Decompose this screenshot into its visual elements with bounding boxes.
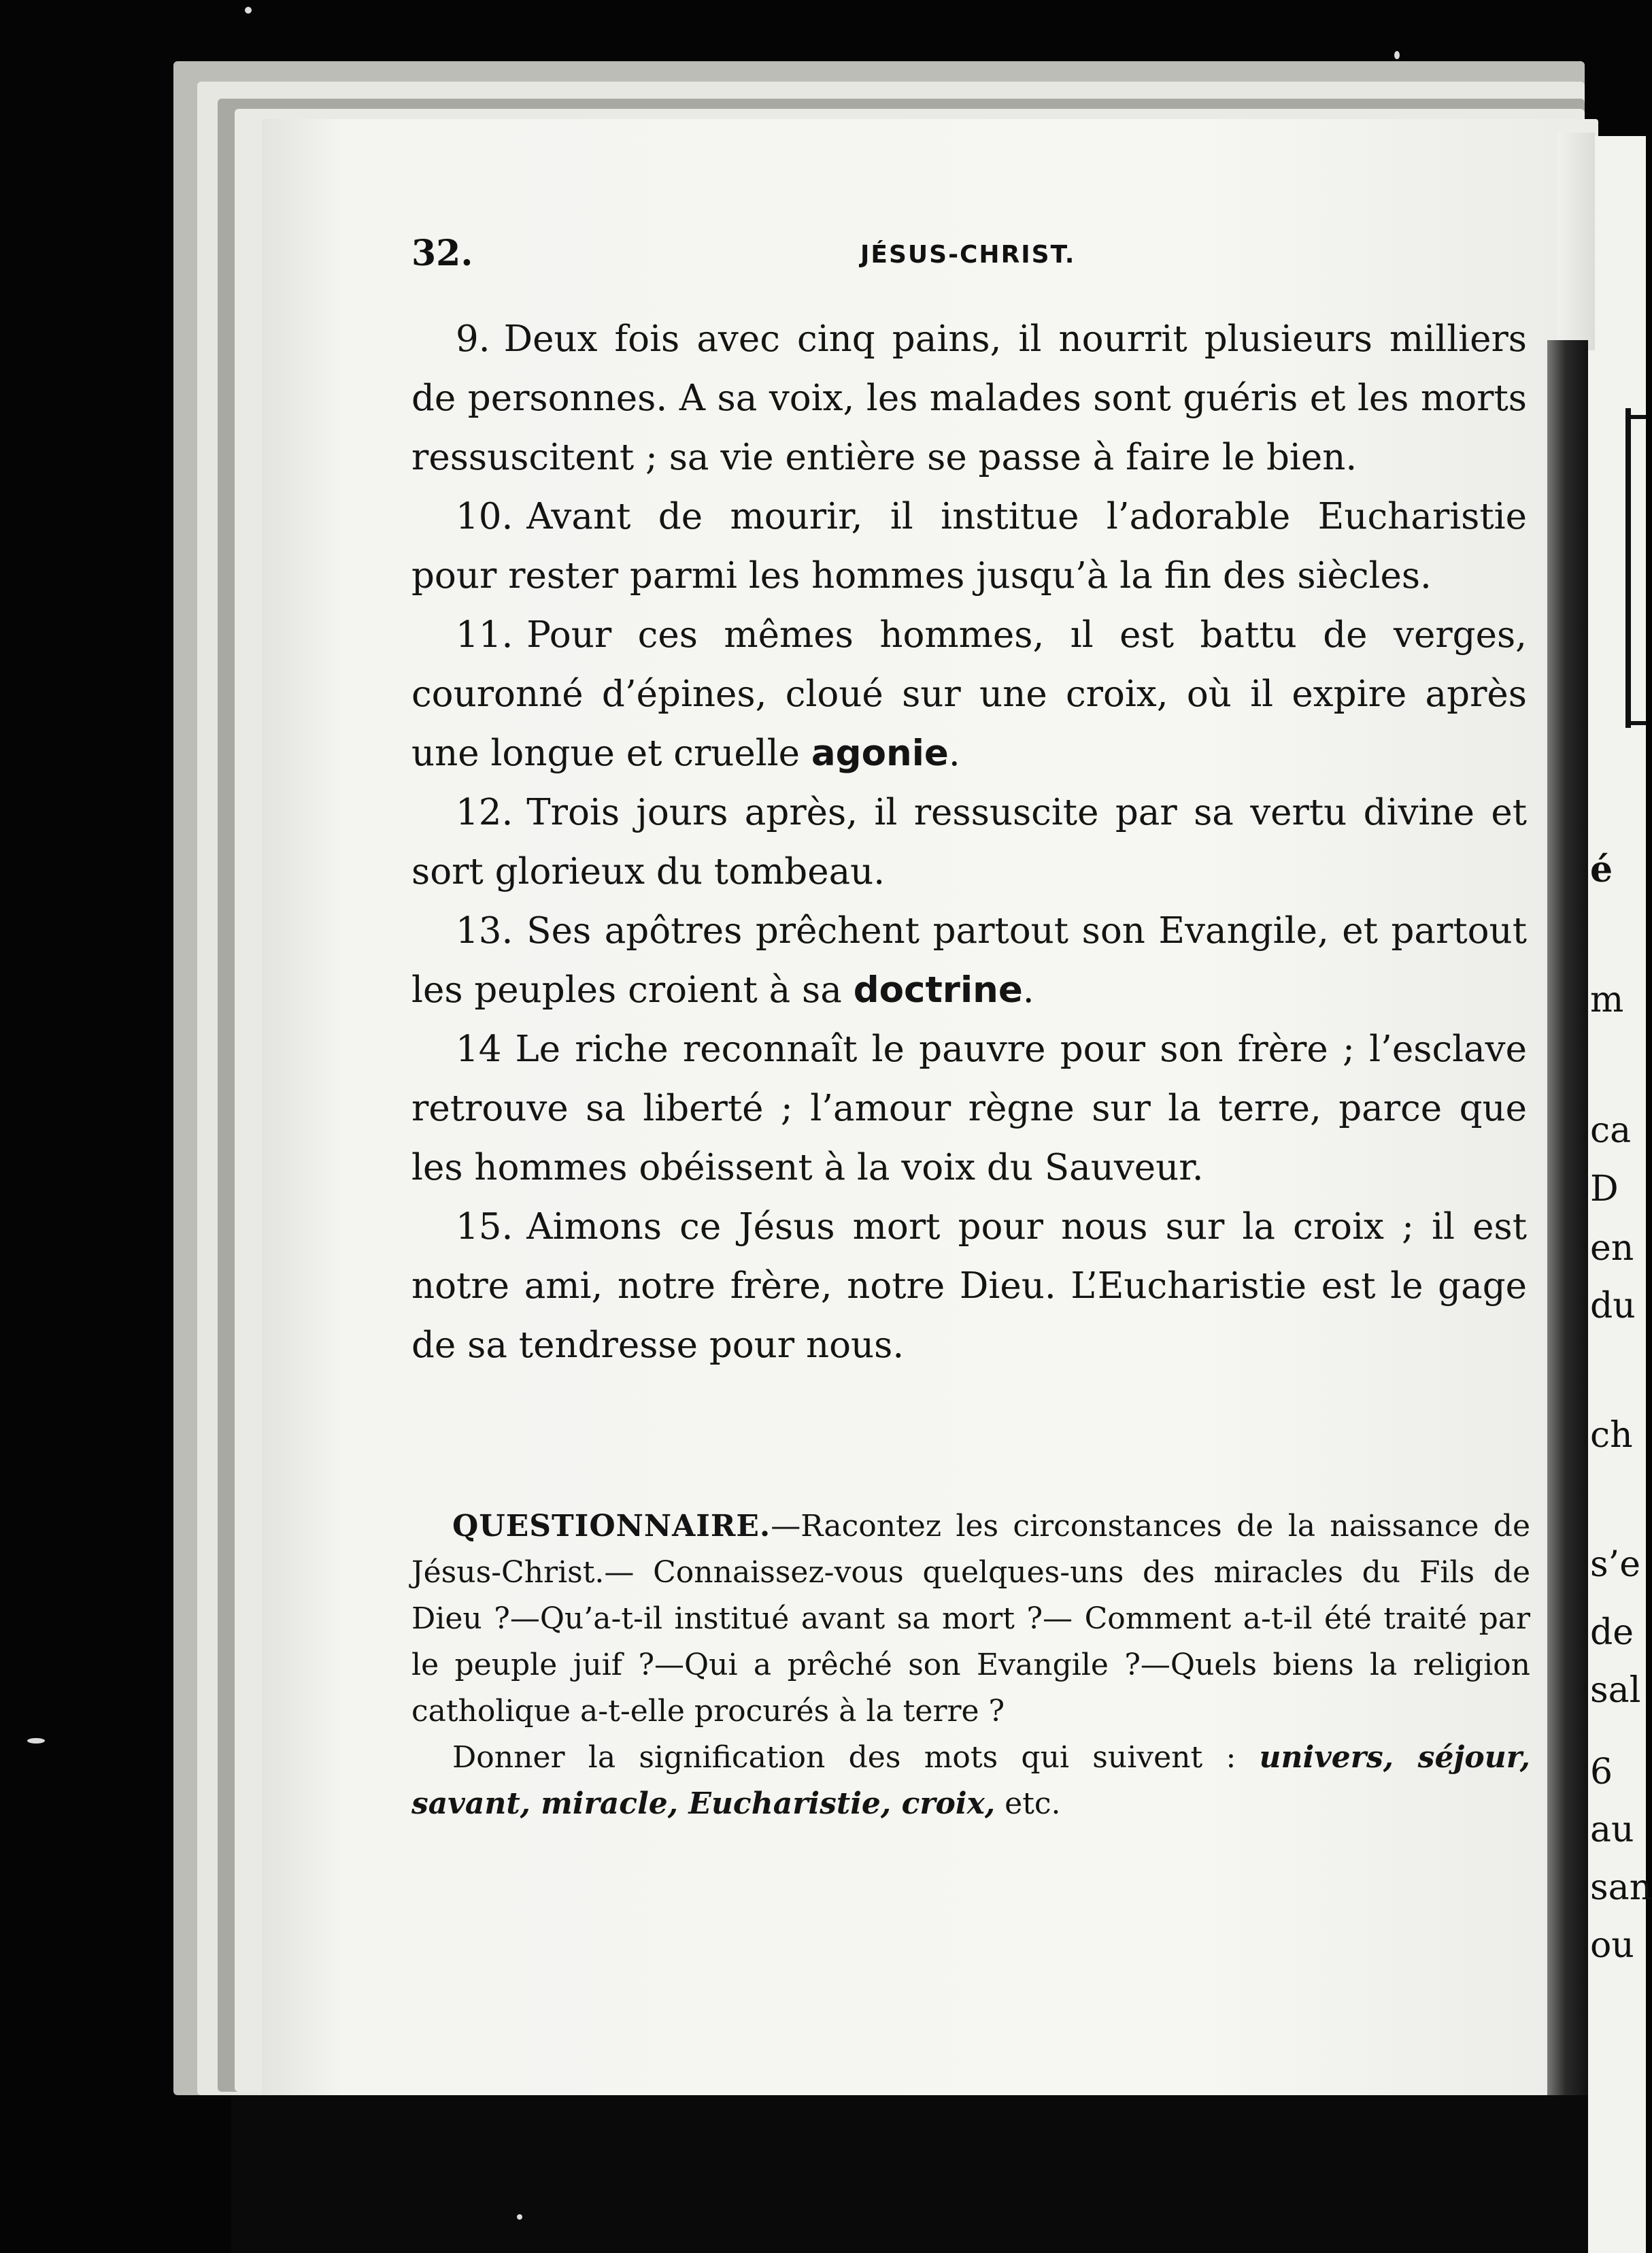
paragraph-number: 11. (456, 614, 513, 656)
paragraph-end: . (1022, 969, 1034, 1011)
paragraph-number: 9. (456, 318, 490, 360)
page-number: 32. (411, 233, 473, 274)
facing-page-fragment: san (1590, 1867, 1652, 1908)
facing-page-rule (1625, 408, 1631, 728)
facing-page-fragment: D (1590, 1169, 1619, 1209)
paragraph-12 (411, 783, 1527, 901)
gutter-highlight (1557, 133, 1595, 350)
facing-page-fragment: du (1590, 1286, 1636, 1326)
paragraph-number: 14 (456, 1029, 502, 1070)
facing-page-fragment: 6 (1590, 1752, 1613, 1792)
vocabulary-end: etc. (1005, 1786, 1061, 1821)
emphasized-word: doctrine (853, 969, 1023, 1011)
vocabulary-exercise (411, 1735, 1530, 1827)
questionnaire (411, 1503, 1530, 1827)
paragraph-10 (411, 487, 1527, 605)
paragraph-14 (411, 1020, 1527, 1197)
paragraph-text: Le riche reconnaît le pauvre pour son frère ; l’esclave retrouve sa liberté ; l’amour règne sur la terre, parce que les hommes obéissent à la voix du Sauveur. (411, 1029, 1527, 1188)
questionnaire-label: QUESTIONNAIRE. (452, 1509, 771, 1543)
scan-speck (1394, 51, 1400, 59)
facing-page-fragment: de (1590, 1612, 1634, 1653)
facing-page-fragment: s’e (1590, 1544, 1640, 1585)
paragraph-number: 12. (456, 792, 513, 833)
scan-speck (27, 1738, 45, 1743)
facing-page-rule (1625, 415, 1646, 419)
facing-page-rule (1625, 721, 1646, 725)
facing-page-fragment: sal (1590, 1670, 1641, 1711)
facing-page-fragment: é (1590, 849, 1613, 890)
body-text (411, 310, 1527, 1375)
paragraph-15 (411, 1197, 1527, 1375)
paragraph-number: 13. (456, 910, 513, 952)
page-header (411, 233, 1527, 280)
scan-speck (517, 2214, 522, 2220)
paragraph-11 (411, 605, 1527, 783)
paragraph-number: 15. (456, 1206, 513, 1248)
paragraph-text: Deux fois avec cinq pains, il nourrit plusieurs milliers de personnes. A sa voix, les malades sont guéris et les morts ressuscitent ; sa vie entière se passe à faire le bien. (411, 318, 1527, 478)
facing-page-fragment: ca (1590, 1110, 1632, 1151)
facing-page-fragment: m (1590, 980, 1624, 1020)
paragraph-text: Ses apôtres prêchent partout son Evangile, et partout les peuples croient à sa (411, 910, 1527, 1011)
paragraph-end: . (948, 733, 960, 774)
facing-page-fragment: au (1590, 1809, 1634, 1850)
book-gutter-shadow (1547, 340, 1588, 2177)
paragraph-text: Avant de mourir, il institue l’adorable Eucharistie pour rester parmi les hommes jusqu’à la fin des siècles. (411, 496, 1527, 597)
running-title: JÉSUS-CHRIST. (860, 241, 1076, 269)
facing-page-fragment: en (1590, 1228, 1634, 1269)
facing-page-fragment: ou (1590, 1925, 1634, 1966)
paragraph-text: Pour ces mêmes hommes, ıl est battu de verges, couronné d’épines, cloué sur une croix, où il expire après une longue et cruelle (411, 614, 1527, 774)
scan-background (231, 2095, 1588, 2253)
emphasized-word: agonie (811, 733, 949, 774)
paragraph-text: Aimons ce Jésus mort pour nous sur la croix ; il est notre ami, notre frère, notre Dieu. L’Eucharistie est le gage de sa tendresse pour nous. (411, 1206, 1527, 1366)
questionnaire-text: —Racontez les circonstances de la naissance de Jésus-Christ.— Connaissez-vous quelques-uns des miracles du Fils de Dieu ?—Qu’a-t-il institué avant sa mort ?— Comment a-t-il été traité par le peuple juif ?—Qui a prêché son Evangile ?—Quels biens la religion catholique a-t-elle procurés à la terre ? (411, 1509, 1530, 1729)
questionnaire-questions (411, 1503, 1530, 1735)
paragraph-9 (411, 310, 1527, 487)
scan-speck (245, 7, 252, 14)
facing-page-fragment: ch (1590, 1415, 1633, 1456)
paragraph-text: Trois jours après, il ressuscite par sa vertu divine et sort glorieux du tombeau. (411, 792, 1527, 892)
paragraph-13 (411, 901, 1527, 1020)
paragraph-number: 10. (456, 496, 513, 537)
vocabulary-words: univers, séjour, savant, miracle, Eucharistie, croix, (411, 1740, 1530, 1821)
vocabulary-intro: Donner la signification des mots qui suivent : (452, 1740, 1236, 1775)
